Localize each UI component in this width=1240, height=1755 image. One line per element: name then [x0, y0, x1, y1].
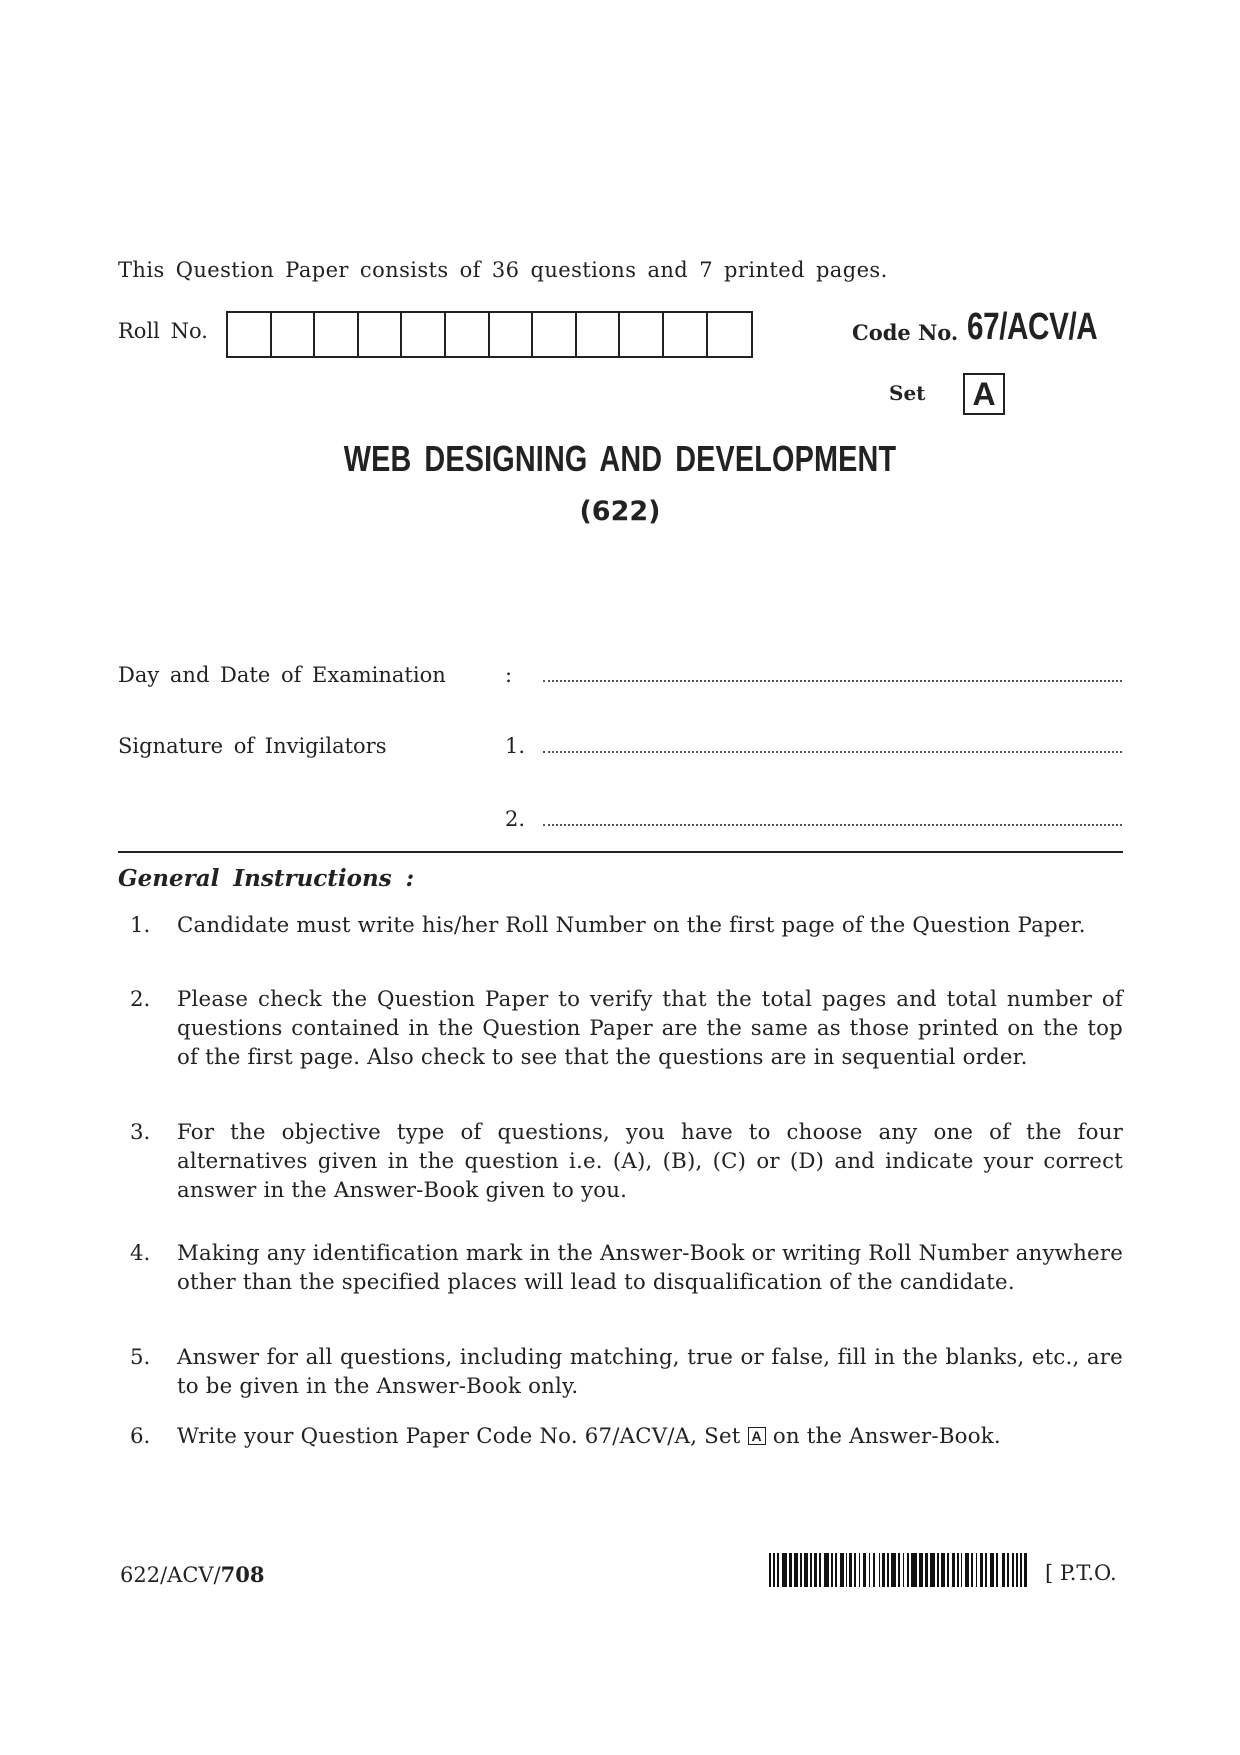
- instruction-text-before: Write your Question Paper Code No. 67/ACV/A, Set: [177, 1424, 741, 1449]
- set-value-box: A: [963, 373, 1005, 415]
- instruction-text: Please check the Question Paper to verify that the total pages and total number of questions contained in the Question Paper are the same as those printed on the top of the first page. Also check to see that the questions are in sequential order.: [177, 987, 1123, 1070]
- roll-number-grid[interactable]: [226, 311, 753, 358]
- day-date-separator: :: [505, 663, 513, 687]
- signature-2-field[interactable]: [543, 822, 1122, 826]
- instruction-number: 2.: [130, 987, 151, 1012]
- footer-code-number: 708: [220, 1562, 265, 1587]
- code-number-value: 67/ACV/A: [967, 306, 1098, 348]
- roll-number-box[interactable]: [533, 313, 577, 356]
- roll-number-box[interactable]: [620, 313, 664, 356]
- code-number-label: Code No.: [852, 320, 959, 345]
- instructions-heading: General Instructions :: [118, 865, 415, 892]
- signature-1-field[interactable]: [543, 749, 1122, 753]
- paper-summary: This Question Paper consists of 36 questions and 7 printed pages.: [118, 258, 888, 282]
- roll-number-box[interactable]: [359, 313, 403, 356]
- instruction-item: [125, 985, 1123, 1072]
- signature-1-number: 1.: [505, 734, 526, 758]
- instruction-text: Making any identification mark in the Answer-Book or writing Roll Number anywhere other than the specified places will lead to disqualification of the candidate.: [177, 1241, 1124, 1295]
- instruction-text: Answer for all questions, including matching, true or false, fill in the blanks, etc., are to be given in the Answer-Book only.: [177, 1345, 1123, 1399]
- set-inline-box: A: [748, 1427, 766, 1445]
- footer-code-prefix: 622/ACV/: [120, 1563, 221, 1587]
- subject-title: WEB DESIGNING AND DEVELOPMENT: [343, 438, 897, 479]
- instruction-number: 1.: [130, 913, 151, 938]
- subject-code: (622): [579, 496, 661, 527]
- roll-number-box[interactable]: [708, 313, 752, 356]
- roll-number-label: Roll No.: [118, 319, 208, 343]
- please-turn-over: [ P.T.O.: [1045, 1561, 1117, 1585]
- instruction-number: 3.: [130, 1120, 151, 1145]
- instruction-item: [125, 1239, 1123, 1297]
- instruction-number: 4.: [130, 1241, 151, 1266]
- section-divider: [118, 851, 1123, 853]
- instruction-item: [125, 1118, 1123, 1205]
- instruction-text-after: on the Answer-Book.: [772, 1424, 1001, 1449]
- signature-label: Signature of Invigilators: [118, 734, 387, 758]
- instruction-item: [125, 911, 1123, 940]
- instruction-text: Candidate must write his/her Roll Number on the first page of the Question Paper.: [177, 913, 1086, 938]
- instruction-text: For the objective type of questions, you have to choose any one of the four alternatives given in the question i.e. (A), (B), (C) or (D) and indicate your correct answer in the Answer-Book given to you.: [177, 1120, 1123, 1203]
- roll-number-box[interactable]: [490, 313, 534, 356]
- set-label: Set: [889, 381, 926, 405]
- day-date-field[interactable]: [543, 678, 1122, 682]
- roll-number-box[interactable]: [402, 313, 446, 356]
- day-date-label: Day and Date of Examination: [118, 663, 446, 687]
- instruction-item: [125, 1343, 1123, 1401]
- instruction-number: 5.: [130, 1345, 151, 1370]
- roll-number-box[interactable]: [664, 313, 708, 356]
- roll-number-box[interactable]: [272, 313, 316, 356]
- roll-number-box[interactable]: [315, 313, 359, 356]
- roll-number-box[interactable]: [577, 313, 621, 356]
- signature-2-number: 2.: [505, 807, 526, 831]
- instruction-item: [125, 1422, 1123, 1451]
- roll-number-box[interactable]: [446, 313, 490, 356]
- barcode-icon: [769, 1553, 1027, 1587]
- footer-paper-code: [120, 1562, 264, 1587]
- instruction-number: 6.: [130, 1424, 151, 1449]
- roll-number-box[interactable]: [228, 313, 272, 356]
- instruction-text: [177, 1422, 1123, 1451]
